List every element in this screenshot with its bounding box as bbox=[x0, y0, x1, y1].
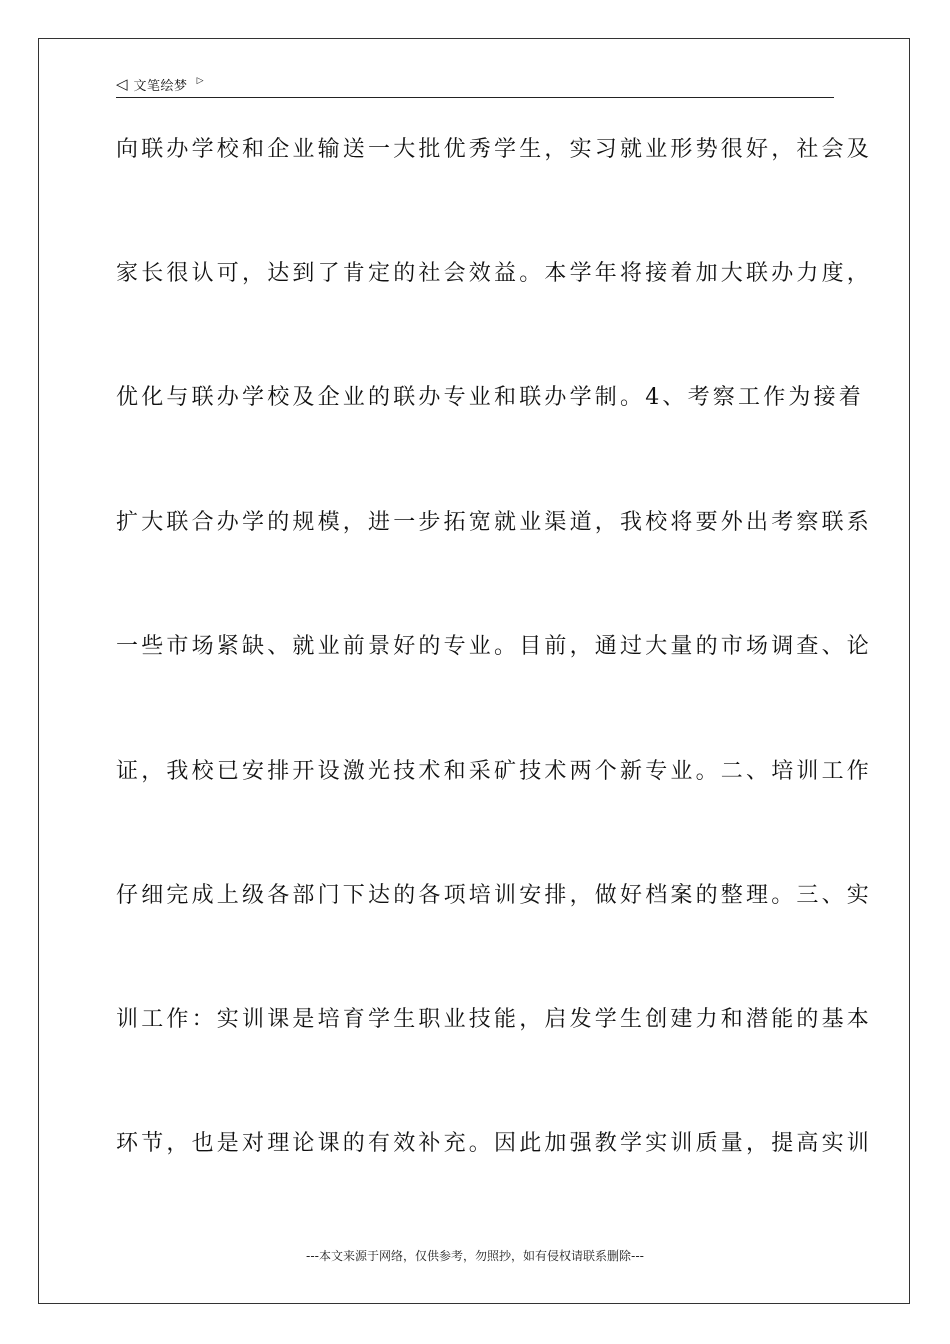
body-line: 证，我校已安排开设激光技术和采矿技术两个新专业。二、培训工作 bbox=[116, 759, 873, 784]
body-line: 训工作：实训课是培育学生职业技能，启发学生创建力和潜能的基本 bbox=[116, 1007, 873, 1032]
body-line: 优化与联办学校及企业的联办专业和联办学制。4、考察工作为接着 bbox=[116, 385, 864, 410]
page-header bbox=[116, 72, 834, 98]
left-triangle-icon: ◁ bbox=[116, 75, 128, 93]
header-title: 文笔绘梦 bbox=[133, 79, 188, 94]
body-line: 向联办学校和企业输送一大批优秀学生，实习就业形势很好，社会及 bbox=[116, 137, 873, 162]
body-line: 一些市场紧缺、就业前景好的专业。目前，通过大量的市场调查、论 bbox=[116, 634, 873, 659]
body-line: 仔细完成上级各部门下达的各项培训安排，做好档案的整理。三、实 bbox=[116, 883, 873, 908]
body-line: 环节，也是对理论课的有效补充。因此加强教学实训质量，提高实训 bbox=[116, 1131, 873, 1156]
footer-disclaimer: ---本文来源于网络，仅供参考，勿照抄，如有侵权请联系删除--- bbox=[306, 1249, 644, 1263]
body-line: 家长很认可，达到了肯定的社会效益。本学年将接着加大联办力度， bbox=[116, 261, 873, 286]
page-frame bbox=[38, 38, 910, 1304]
right-triangle-icon: ▷ bbox=[196, 75, 204, 86]
body-line: 扩大联合办学的规模，进一步拓宽就业渠道，我校将要外出考察联系 bbox=[116, 510, 873, 535]
